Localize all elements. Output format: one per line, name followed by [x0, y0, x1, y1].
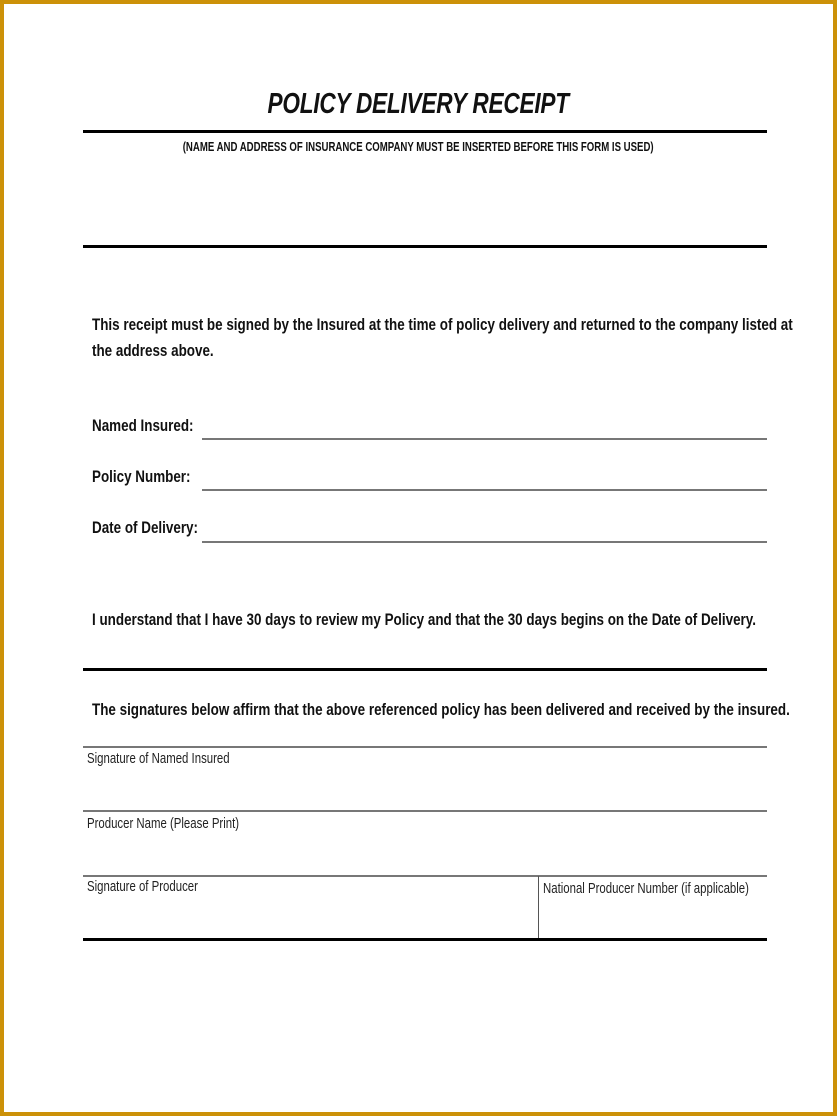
- producer-signature-line: [83, 875, 767, 877]
- form-subtitle-text: (NAME AND ADDRESS OF INSURANCE COMPANY MUST BE INSERTED BEFORE THIS FORM IS USED): [183, 139, 654, 154]
- named-insured-label: Named Insured:: [92, 416, 194, 435]
- affirmation-text: The signatures below affirm that the above referenced policy has been delivered and received by the insured.: [92, 700, 790, 719]
- date-of-delivery-label: Date of Delivery:: [92, 518, 198, 537]
- producer-name-label: Producer Name (Please Print): [87, 815, 240, 832]
- acknowledgement-text: I understand that I have 30 days to review my Policy and that the 30 days begins on the Date of Delivery.: [92, 610, 756, 629]
- form-title-text: POLICY DELIVERY RECEIPT: [267, 88, 570, 120]
- signature-divider: [538, 876, 539, 939]
- named-insured-signature-field[interactable]: [83, 760, 767, 810]
- producer-name-field[interactable]: [83, 825, 767, 875]
- form-title: [0, 88, 837, 121]
- date-of-delivery-field[interactable]: [202, 541, 767, 543]
- instruction-line-2: the address above.: [92, 341, 214, 360]
- named-insured-field[interactable]: [202, 438, 767, 440]
- national-producer-number-field[interactable]: [540, 895, 766, 937]
- named-insured-signature-line: [83, 746, 767, 748]
- form-subtitle: [0, 138, 837, 156]
- producer-signature-label: Signature of Producer: [87, 878, 198, 895]
- policy-number-label: Policy Number:: [92, 467, 191, 486]
- producer-name-line: [83, 810, 767, 812]
- national-producer-number-label: National Producer Number (if applicable): [543, 880, 749, 897]
- bottom-rule: [83, 938, 767, 941]
- section-rule: [83, 668, 767, 671]
- producer-signature-field[interactable]: [83, 890, 537, 937]
- policy-number-field[interactable]: [202, 489, 767, 491]
- title-rule: [83, 130, 767, 133]
- company-address-rule: [83, 245, 767, 248]
- instruction-line-1: This receipt must be signed by the Insured at the time of policy delivery and returned to the company listed at: [92, 315, 793, 334]
- named-insured-signature-label: Signature of Named Insured: [87, 750, 230, 767]
